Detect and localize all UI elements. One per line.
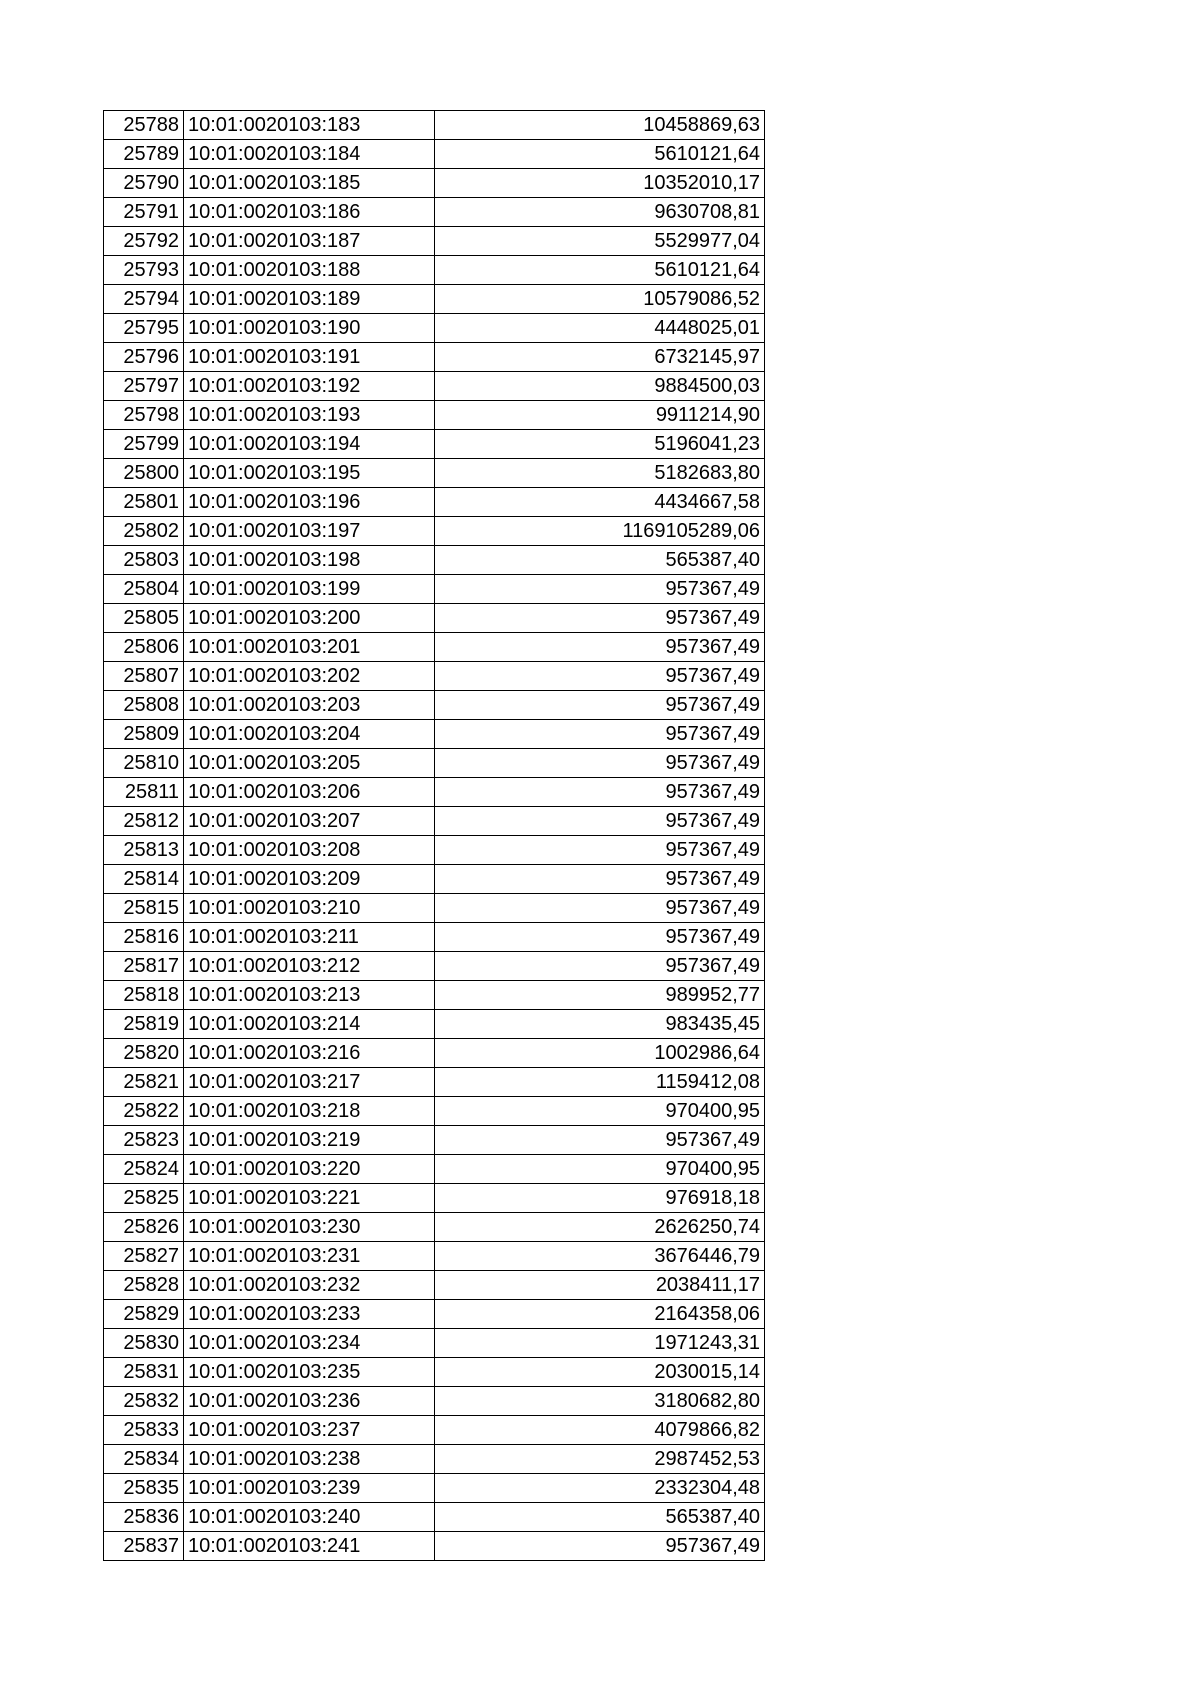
row-number-cell: 25810	[104, 749, 184, 778]
table-row	[104, 1532, 765, 1561]
value-cell: 2332304,48	[435, 1474, 765, 1503]
row-number-cell: 25820	[104, 1039, 184, 1068]
cadastral-number-cell: 10:01:0020103:219	[184, 1126, 435, 1155]
row-number-cell: 25829	[104, 1300, 184, 1329]
row-number-cell: 25808	[104, 691, 184, 720]
table-row	[104, 140, 765, 169]
row-number-cell: 25827	[104, 1242, 184, 1271]
row-number-cell: 25815	[104, 894, 184, 923]
row-number-cell: 25795	[104, 314, 184, 343]
table-row	[104, 372, 765, 401]
row-number-cell: 25822	[104, 1097, 184, 1126]
cadastral-number-cell: 10:01:0020103:237	[184, 1416, 435, 1445]
table-row	[104, 1039, 765, 1068]
cadastral-number-cell: 10:01:0020103:230	[184, 1213, 435, 1242]
value-cell: 957367,49	[435, 807, 765, 836]
table-row	[104, 256, 765, 285]
value-cell: 2164358,06	[435, 1300, 765, 1329]
cadastral-number-cell: 10:01:0020103:186	[184, 198, 435, 227]
value-cell: 957367,49	[435, 604, 765, 633]
cadastral-number-cell: 10:01:0020103:210	[184, 894, 435, 923]
cadastral-number-cell: 10:01:0020103:231	[184, 1242, 435, 1271]
value-cell: 9630708,81	[435, 198, 765, 227]
value-cell: 957367,49	[435, 691, 765, 720]
row-number-cell: 25790	[104, 169, 184, 198]
cadastral-number-cell: 10:01:0020103:212	[184, 952, 435, 981]
value-cell: 3676446,79	[435, 1242, 765, 1271]
row-number-cell: 25830	[104, 1329, 184, 1358]
table-row	[104, 488, 765, 517]
row-number-cell: 25835	[104, 1474, 184, 1503]
cadastral-number-cell: 10:01:0020103:185	[184, 169, 435, 198]
cadastral-number-cell: 10:01:0020103:190	[184, 314, 435, 343]
cadastral-number-cell: 10:01:0020103:203	[184, 691, 435, 720]
row-number-cell: 25825	[104, 1184, 184, 1213]
cadastral-number-cell: 10:01:0020103:194	[184, 430, 435, 459]
cadastral-number-cell: 10:01:0020103:183	[184, 111, 435, 140]
table-row	[104, 662, 765, 691]
cadastral-number-cell: 10:01:0020103:188	[184, 256, 435, 285]
table-row	[104, 749, 765, 778]
table-row	[104, 169, 765, 198]
row-number-cell: 25836	[104, 1503, 184, 1532]
row-number-cell: 25796	[104, 343, 184, 372]
value-cell: 5196041,23	[435, 430, 765, 459]
value-cell: 957367,49	[435, 778, 765, 807]
value-cell: 2038411,17	[435, 1271, 765, 1300]
row-number-cell: 25821	[104, 1068, 184, 1097]
table-row	[104, 1300, 765, 1329]
row-number-cell: 25833	[104, 1416, 184, 1445]
cadastral-number-cell: 10:01:0020103:184	[184, 140, 435, 169]
value-cell: 9884500,03	[435, 372, 765, 401]
value-cell: 957367,49	[435, 836, 765, 865]
cadastral-number-cell: 10:01:0020103:233	[184, 1300, 435, 1329]
table-row	[104, 459, 765, 488]
table-row	[104, 343, 765, 372]
cadastral-number-cell: 10:01:0020103:198	[184, 546, 435, 575]
row-number-cell: 25819	[104, 1010, 184, 1039]
table-body	[104, 111, 765, 1561]
table-row	[104, 1126, 765, 1155]
value-cell: 957367,49	[435, 1126, 765, 1155]
cadastral-number-cell: 10:01:0020103:236	[184, 1387, 435, 1416]
value-cell: 2030015,14	[435, 1358, 765, 1387]
cadastral-number-cell: 10:01:0020103:195	[184, 459, 435, 488]
row-number-cell: 25799	[104, 430, 184, 459]
value-cell: 989952,77	[435, 981, 765, 1010]
cadastral-number-cell: 10:01:0020103:199	[184, 575, 435, 604]
table-row	[104, 198, 765, 227]
table-row	[104, 314, 765, 343]
table-row	[104, 430, 765, 459]
table-row	[104, 691, 765, 720]
value-cell: 565387,40	[435, 546, 765, 575]
row-number-cell: 25817	[104, 952, 184, 981]
cadastral-number-cell: 10:01:0020103:204	[184, 720, 435, 749]
value-cell: 970400,95	[435, 1155, 765, 1184]
cadastral-number-cell: 10:01:0020103:207	[184, 807, 435, 836]
table-row	[104, 836, 765, 865]
row-number-cell: 25792	[104, 227, 184, 256]
cadastral-number-cell: 10:01:0020103:205	[184, 749, 435, 778]
row-number-cell: 25789	[104, 140, 184, 169]
cadastral-number-cell: 10:01:0020103:209	[184, 865, 435, 894]
value-cell: 5182683,80	[435, 459, 765, 488]
value-cell: 10352010,17	[435, 169, 765, 198]
value-cell: 9911214,90	[435, 401, 765, 430]
value-cell: 3180682,80	[435, 1387, 765, 1416]
table-row	[104, 1097, 765, 1126]
table-row	[104, 1242, 765, 1271]
row-number-cell: 25809	[104, 720, 184, 749]
data-table	[103, 110, 765, 1561]
table-row	[104, 1358, 765, 1387]
row-number-cell: 25802	[104, 517, 184, 546]
value-cell: 4079866,82	[435, 1416, 765, 1445]
row-number-cell: 25823	[104, 1126, 184, 1155]
cadastral-number-cell: 10:01:0020103:191	[184, 343, 435, 372]
table-row	[104, 401, 765, 430]
value-cell: 4448025,01	[435, 314, 765, 343]
cadastral-number-cell: 10:01:0020103:235	[184, 1358, 435, 1387]
cadastral-number-cell: 10:01:0020103:189	[184, 285, 435, 314]
value-cell: 957367,49	[435, 749, 765, 778]
value-cell: 5529977,04	[435, 227, 765, 256]
row-number-cell: 25803	[104, 546, 184, 575]
value-cell: 957367,49	[435, 952, 765, 981]
cadastral-number-cell: 10:01:0020103:217	[184, 1068, 435, 1097]
table-row	[104, 1068, 765, 1097]
row-number-cell: 25800	[104, 459, 184, 488]
value-cell: 957367,49	[435, 720, 765, 749]
row-number-cell: 25788	[104, 111, 184, 140]
value-cell: 957367,49	[435, 662, 765, 691]
table-row	[104, 981, 765, 1010]
cadastral-number-cell: 10:01:0020103:238	[184, 1445, 435, 1474]
cadastral-number-cell: 10:01:0020103:214	[184, 1010, 435, 1039]
value-cell: 4434667,58	[435, 488, 765, 517]
value-cell: 957367,49	[435, 865, 765, 894]
value-cell: 957367,49	[435, 894, 765, 923]
value-cell: 983435,45	[435, 1010, 765, 1039]
table-row	[104, 1416, 765, 1445]
cadastral-number-cell: 10:01:0020103:241	[184, 1532, 435, 1561]
cadastral-number-cell: 10:01:0020103:192	[184, 372, 435, 401]
cadastral-number-cell: 10:01:0020103:221	[184, 1184, 435, 1213]
row-number-cell: 25813	[104, 836, 184, 865]
value-cell: 10579086,52	[435, 285, 765, 314]
table-row	[104, 865, 765, 894]
cadastral-number-cell: 10:01:0020103:193	[184, 401, 435, 430]
table-row	[104, 894, 765, 923]
value-cell: 957367,49	[435, 923, 765, 952]
row-number-cell: 25828	[104, 1271, 184, 1300]
row-number-cell: 25791	[104, 198, 184, 227]
row-number-cell: 25818	[104, 981, 184, 1010]
table-row	[104, 807, 765, 836]
cadastral-number-cell: 10:01:0020103:187	[184, 227, 435, 256]
cadastral-number-cell: 10:01:0020103:239	[184, 1474, 435, 1503]
cadastral-number-cell: 10:01:0020103:200	[184, 604, 435, 633]
row-number-cell: 25794	[104, 285, 184, 314]
table-row	[104, 1474, 765, 1503]
cadastral-number-cell: 10:01:0020103:201	[184, 633, 435, 662]
row-number-cell: 25805	[104, 604, 184, 633]
row-number-cell: 25801	[104, 488, 184, 517]
table-row	[104, 778, 765, 807]
table-row	[104, 1271, 765, 1300]
cadastral-number-cell: 10:01:0020103:240	[184, 1503, 435, 1532]
value-cell: 970400,95	[435, 1097, 765, 1126]
cadastral-number-cell: 10:01:0020103:220	[184, 1155, 435, 1184]
value-cell: 6732145,97	[435, 343, 765, 372]
table-row	[104, 1155, 765, 1184]
table-row	[104, 1213, 765, 1242]
row-number-cell: 25804	[104, 575, 184, 604]
row-number-cell: 25831	[104, 1358, 184, 1387]
table-row	[104, 227, 765, 256]
cadastral-number-cell: 10:01:0020103:211	[184, 923, 435, 952]
value-cell: 565387,40	[435, 1503, 765, 1532]
row-number-cell: 25797	[104, 372, 184, 401]
value-cell: 1169105289,06	[435, 517, 765, 546]
table-row	[104, 952, 765, 981]
row-number-cell: 25807	[104, 662, 184, 691]
row-number-cell: 25812	[104, 807, 184, 836]
value-cell: 957367,49	[435, 575, 765, 604]
value-cell: 5610121,64	[435, 256, 765, 285]
value-cell: 1159412,08	[435, 1068, 765, 1097]
value-cell: 5610121,64	[435, 140, 765, 169]
cadastral-number-cell: 10:01:0020103:216	[184, 1039, 435, 1068]
value-cell: 2626250,74	[435, 1213, 765, 1242]
cadastral-number-cell: 10:01:0020103:206	[184, 778, 435, 807]
row-number-cell: 25798	[104, 401, 184, 430]
cadastral-number-cell: 10:01:0020103:197	[184, 517, 435, 546]
row-number-cell: 25824	[104, 1155, 184, 1184]
value-cell: 1971243,31	[435, 1329, 765, 1358]
table-row	[104, 1184, 765, 1213]
cadastral-number-cell: 10:01:0020103:213	[184, 981, 435, 1010]
value-cell: 1002986,64	[435, 1039, 765, 1068]
table-row	[104, 1503, 765, 1532]
table-row	[104, 1010, 765, 1039]
cadastral-number-cell: 10:01:0020103:208	[184, 836, 435, 865]
cadastral-number-cell: 10:01:0020103:202	[184, 662, 435, 691]
row-number-cell: 25826	[104, 1213, 184, 1242]
cadastral-number-cell: 10:01:0020103:196	[184, 488, 435, 517]
table-row	[104, 517, 765, 546]
table-row	[104, 720, 765, 749]
cadastral-number-cell: 10:01:0020103:232	[184, 1271, 435, 1300]
value-cell: 957367,49	[435, 633, 765, 662]
row-number-cell: 25834	[104, 1445, 184, 1474]
row-number-cell: 25814	[104, 865, 184, 894]
table-row	[104, 546, 765, 575]
table-row	[104, 923, 765, 952]
cadastral-number-cell: 10:01:0020103:234	[184, 1329, 435, 1358]
table-row	[104, 1445, 765, 1474]
value-cell: 2987452,53	[435, 1445, 765, 1474]
table-row	[104, 1329, 765, 1358]
row-number-cell: 25811	[104, 778, 184, 807]
row-number-cell: 25793	[104, 256, 184, 285]
row-number-cell: 25806	[104, 633, 184, 662]
value-cell: 10458869,63	[435, 111, 765, 140]
row-number-cell: 25832	[104, 1387, 184, 1416]
value-cell: 976918,18	[435, 1184, 765, 1213]
cadastral-number-cell: 10:01:0020103:218	[184, 1097, 435, 1126]
table-row	[104, 111, 765, 140]
table-row	[104, 604, 765, 633]
row-number-cell: 25816	[104, 923, 184, 952]
row-number-cell: 25837	[104, 1532, 184, 1561]
value-cell: 957367,49	[435, 1532, 765, 1561]
table-row	[104, 285, 765, 314]
table-row	[104, 633, 765, 662]
table-row	[104, 575, 765, 604]
table-row	[104, 1387, 765, 1416]
